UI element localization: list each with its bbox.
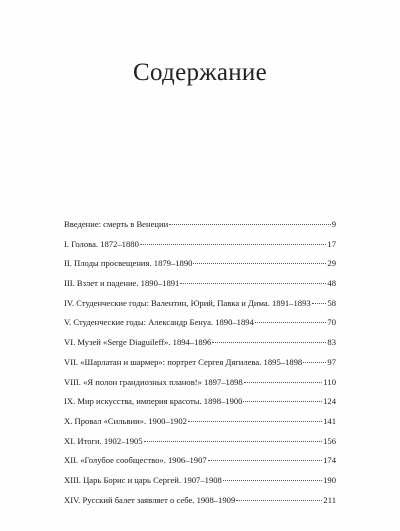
toc-entry <box>64 376 336 396</box>
toc-entry <box>64 316 336 336</box>
toc-entry <box>64 297 336 317</box>
toc-entry <box>64 454 336 474</box>
toc-entry-page: 156 <box>323 435 336 446</box>
toc-entry <box>64 277 336 297</box>
dot-leader <box>180 283 326 284</box>
toc-entry-page: 174 <box>323 455 336 466</box>
toc-entry-title: XIV. Русский балет заявляет о себе. 1908–1909 <box>64 494 236 505</box>
toc-entry-title: II. Плоды просвещения. 1879–1890 <box>64 258 193 269</box>
toc-entry-page: 83 <box>327 337 336 348</box>
dot-leader <box>169 224 330 225</box>
toc-entry-title: IV. Студенческие годы: Валентин, Юрий, Павка и Дима. 1891–1893 <box>64 297 311 308</box>
toc-entry-title: Введение: смерть в Венеции <box>64 219 169 229</box>
toc-entry-page: 190 <box>323 474 336 485</box>
toc-entry-page: 141 <box>323 415 336 426</box>
dot-leader <box>243 401 322 402</box>
toc-entry-page: 97 <box>327 356 336 367</box>
dot-leader <box>255 322 327 323</box>
toc-entry-title: I. Голова. 1872–1880 <box>64 238 139 249</box>
toc-entry <box>64 415 336 435</box>
toc-entry <box>64 395 336 415</box>
toc-entry-title: V. Студенческие годы: Александр Бенуа. 1890–1894 <box>64 317 254 328</box>
toc-entry-title: XII. «Голубое сообщество». 1906–1907 <box>64 455 207 466</box>
toc-entry-title: VIII. «Я полон грандиозных планов!» 1897–1898 <box>64 376 243 387</box>
toc-entry <box>64 257 336 277</box>
dot-leader <box>303 362 326 363</box>
toc-entry-page: 110 <box>323 376 336 387</box>
dot-leader <box>212 342 326 343</box>
dot-leader <box>244 382 323 383</box>
dot-leader <box>188 421 322 422</box>
toc-entry-page: 58 <box>327 297 336 308</box>
toc-entry-page: 211 <box>323 494 336 505</box>
toc-entry-page: 48 <box>327 278 336 289</box>
toc-entry <box>64 435 336 455</box>
dot-leader <box>312 303 327 304</box>
page-title: Содержание <box>133 58 267 86</box>
dot-leader <box>208 460 322 461</box>
dot-leader <box>223 480 322 481</box>
toc-entry-title: XI. Итоги. 1902–1905 <box>64 435 143 446</box>
toc-entry <box>64 238 336 258</box>
dot-leader <box>140 244 327 245</box>
toc-entry-title: X. Провал «Сильвии». 1900–1902 <box>64 415 187 426</box>
toc-entry-page: 124 <box>323 396 336 407</box>
dot-leader <box>193 263 326 264</box>
toc-entry-title: XIII. Царь Борис и царь Сергей. 1907–1908 <box>64 474 222 485</box>
table-of-contents <box>64 218 336 513</box>
toc-entry-page: 29 <box>327 258 336 269</box>
toc-entry-title: III. Взлет и падение. 1890–1891 <box>64 278 180 289</box>
toc-entry <box>64 356 336 376</box>
toc-entry-title: VI. Музей «Serge Diaguileff». 1894–1896 <box>64 337 212 348</box>
toc-entry-title: VII. «Шарлатан и шармер»: портрет Сергея Дягилева. 1895–1898 <box>64 356 303 367</box>
toc-entry <box>64 474 336 494</box>
toc-entry-page: 70 <box>327 317 336 328</box>
toc-entry-page: 9 <box>331 219 336 229</box>
toc-entry <box>64 336 336 356</box>
toc-entry-title: IX. Мир искусства, империя красоты. 1898–1900 <box>64 396 243 407</box>
dot-leader <box>236 500 322 501</box>
toc-entry <box>64 218 336 238</box>
toc-entry <box>64 494 336 514</box>
dot-leader <box>144 441 323 442</box>
toc-entry-page: 17 <box>327 238 336 249</box>
